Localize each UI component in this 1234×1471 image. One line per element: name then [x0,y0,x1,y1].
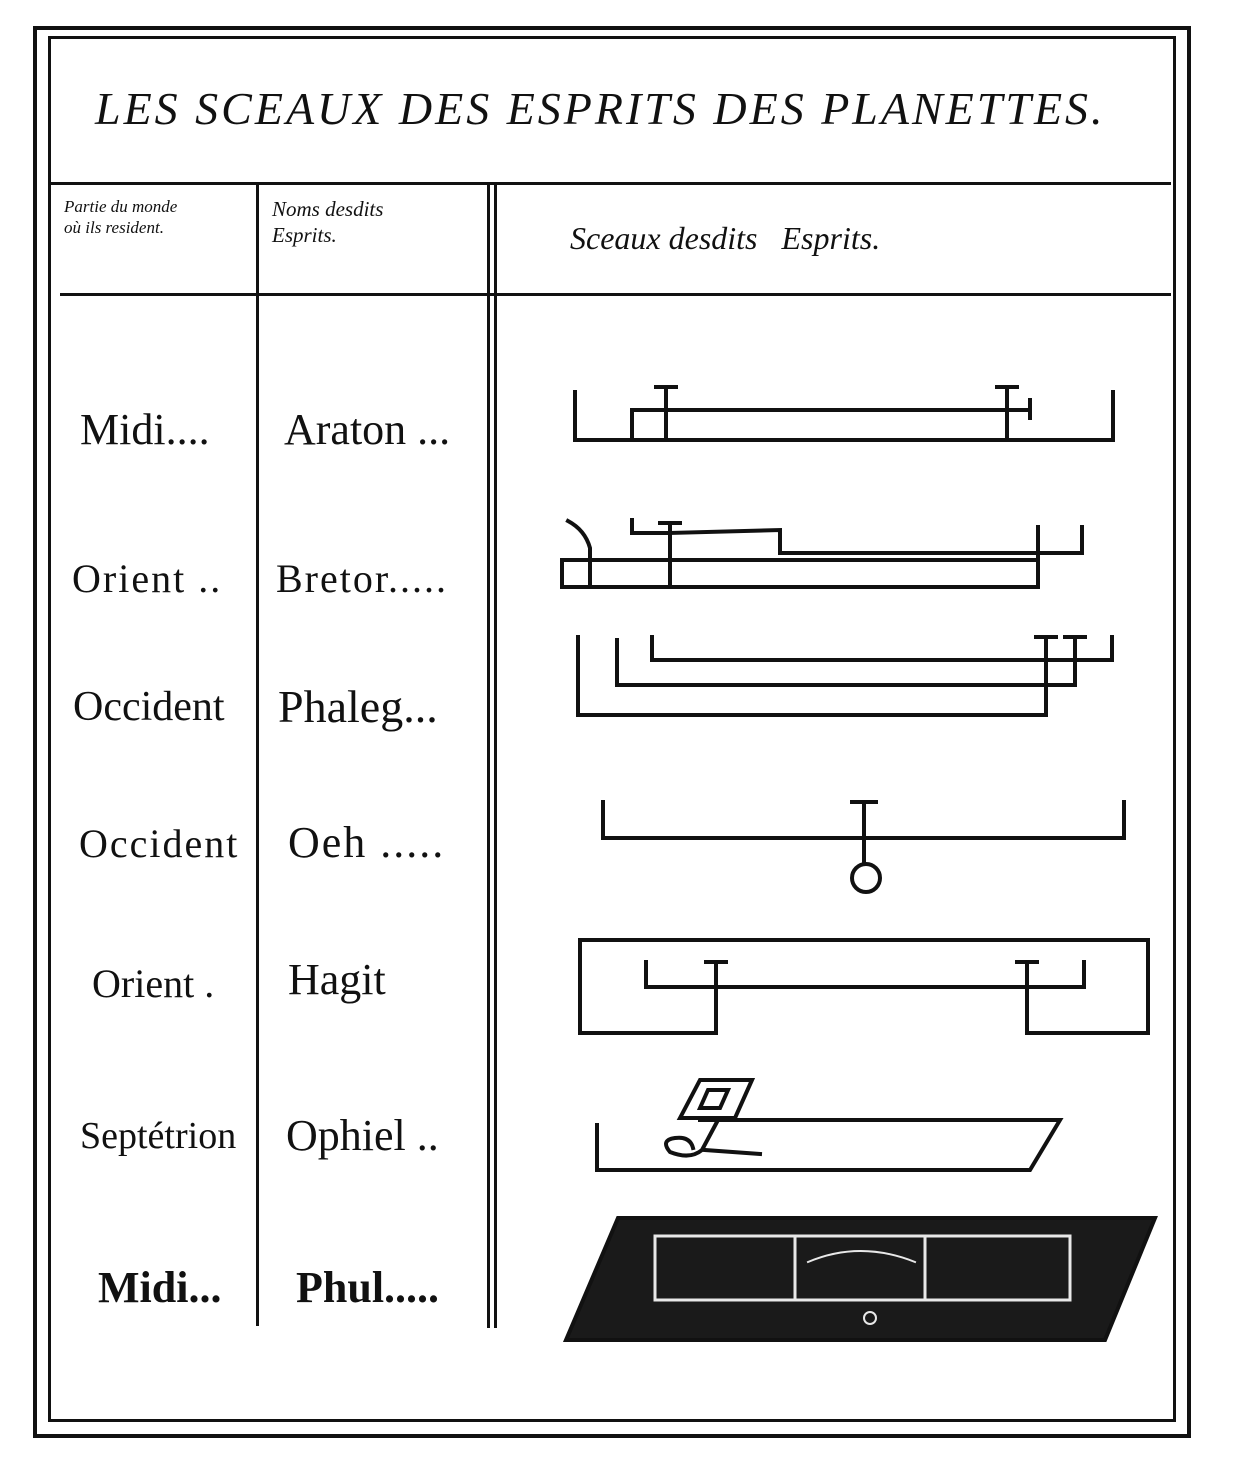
seal-oeh [603,802,1124,892]
row-2-region: Orient .. [72,556,223,601]
header-region-line1: Partie du monde [64,197,178,216]
row-3-region: Occident [73,684,225,730]
seal-ophiel [597,1080,1060,1170]
page-title: LES SCEAUX DES ESPRITS DES PLANETTES. [95,83,1106,134]
row-4-spirit: Oeh ..... [288,818,446,867]
seal-phaleg [578,637,1112,715]
row-3-spirit: Phaleg... [278,681,438,732]
row-6-spirit: Ophiel .. [286,1111,439,1160]
row-5-region: Orient . [92,961,215,1006]
row-7-region: Midi... [98,1263,222,1312]
row-1-spirit: Araton ... [284,405,451,454]
row-2-spirit: Bretor..... [276,556,448,601]
header-spirit-line2: Esprits. [272,223,337,248]
row-5-spirit: Hagit [288,955,386,1004]
row-7-spirit: Phul..... [296,1263,440,1312]
seal-bretor [562,520,1082,587]
row-4-region: Occident [79,821,240,866]
seal-hagit [580,940,1148,1033]
seal-araton [575,387,1113,440]
header-seals: Sceaux desdits Esprits. [570,220,881,256]
header-region-line2: où ils resident. [64,218,164,238]
row-1-region: Midi.... [80,405,210,454]
header-spirit-line1: Noms desdits [272,197,384,221]
row-6-region: Septétrion [80,1115,237,1157]
seal-phul [566,1218,1155,1340]
